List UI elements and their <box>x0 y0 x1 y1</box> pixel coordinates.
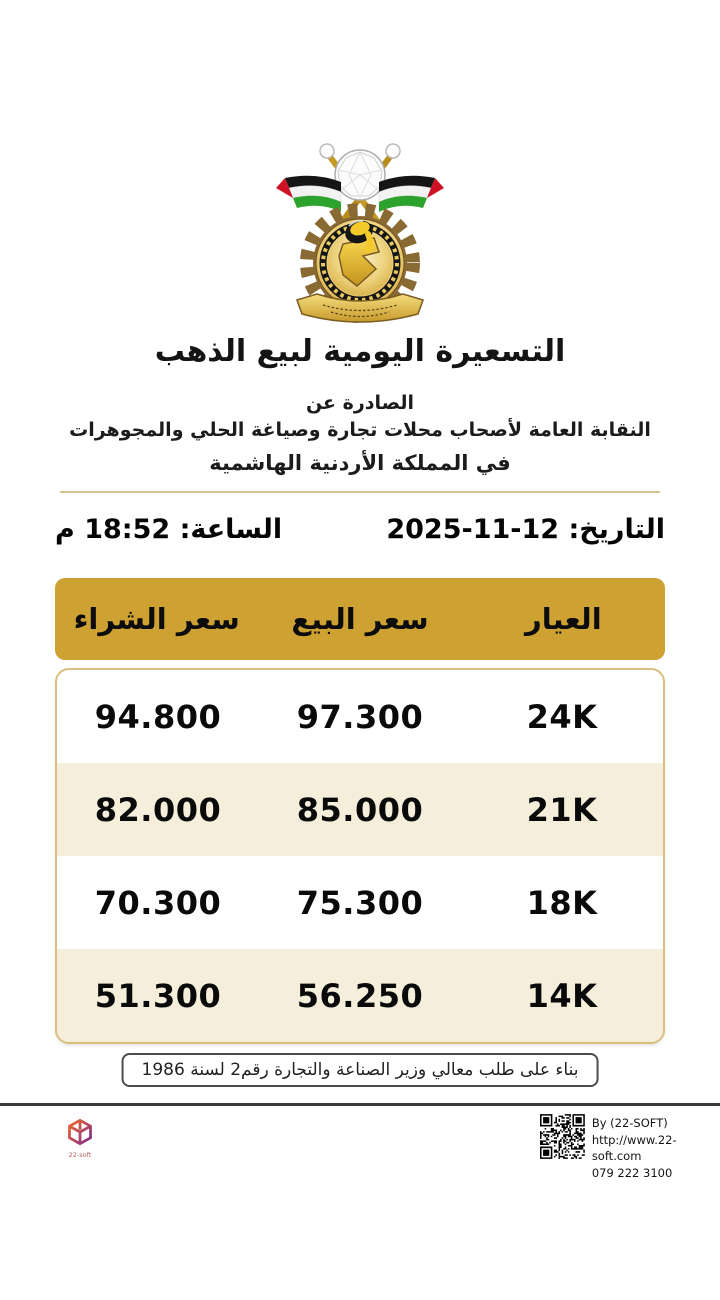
country-line: في المملكة الأردنية الهاشمية <box>209 451 511 475</box>
legal-note: بناء على طلب معالي وزير الصناعة والتجارة رقم2 لسنة 1986 <box>122 1053 599 1087</box>
price-table <box>55 668 665 1044</box>
credit-text <box>592 1108 720 1182</box>
table-row <box>57 670 663 763</box>
brand-caption: 22-soft <box>68 1151 92 1159</box>
buy-price-cell: 82.000 <box>94 790 222 829</box>
flag-left-icon <box>276 176 341 212</box>
table-row <box>57 856 663 949</box>
divider-line <box>60 491 660 493</box>
sell-price-cell: 75.300 <box>296 883 424 922</box>
table-row <box>57 763 663 856</box>
date-value: 12-11-2025 <box>386 514 560 545</box>
karat-cell: 21K <box>526 790 598 829</box>
cube-logo-icon <box>66 1118 94 1146</box>
sell-price-cell: 85.000 <box>296 790 424 829</box>
karat-cell: 24K <box>526 697 598 736</box>
buy-price-cell: 51.300 <box>94 976 222 1015</box>
credit-by: By (22-SOFT) <box>591 1116 668 1130</box>
time-label: الساعة: <box>179 514 283 545</box>
date-field <box>386 514 665 545</box>
syndicate-emblem-icon <box>275 130 445 332</box>
credits-block <box>540 1108 720 1182</box>
karat-cell: 14K <box>526 976 598 1015</box>
table-header <box>55 578 665 660</box>
column-header-sell: سعر البيع <box>291 602 429 636</box>
issued-by-label: الصادرة عن <box>305 392 415 414</box>
time-field <box>55 514 282 545</box>
sell-price-cell: 56.250 <box>296 976 424 1015</box>
22soft-logo <box>60 1118 100 1159</box>
date-label: التاريخ: <box>568 514 665 545</box>
column-header-buy: سعر الشراء <box>73 602 240 636</box>
column-header-karat: العيار <box>525 602 602 636</box>
separator-line <box>0 1103 720 1106</box>
sell-price-cell: 97.300 <box>296 697 424 736</box>
buy-price-cell: 70.300 <box>94 883 222 922</box>
issuer-name: النقابة العامة لأصحاب محلات تجارة وصياغة الحلي والمجوهرات <box>69 419 651 441</box>
table-row <box>57 949 663 1042</box>
date-time-row <box>55 514 665 545</box>
flag-right-icon <box>379 176 444 212</box>
credit-url: http://www.22-soft.com <box>591 1132 677 1164</box>
syndicate-emblem <box>275 130 445 336</box>
buy-price-cell: 94.800 <box>94 697 222 736</box>
time-value: 18:52 م <box>55 514 171 545</box>
page-title: التسعيرة اليومية لبيع الذهب <box>154 334 566 369</box>
credit-phone: 079 222 3100 <box>591 1166 673 1181</box>
gem-icon <box>335 150 385 200</box>
qr-code-icon <box>540 1113 585 1160</box>
karat-cell: 18K <box>526 883 598 922</box>
